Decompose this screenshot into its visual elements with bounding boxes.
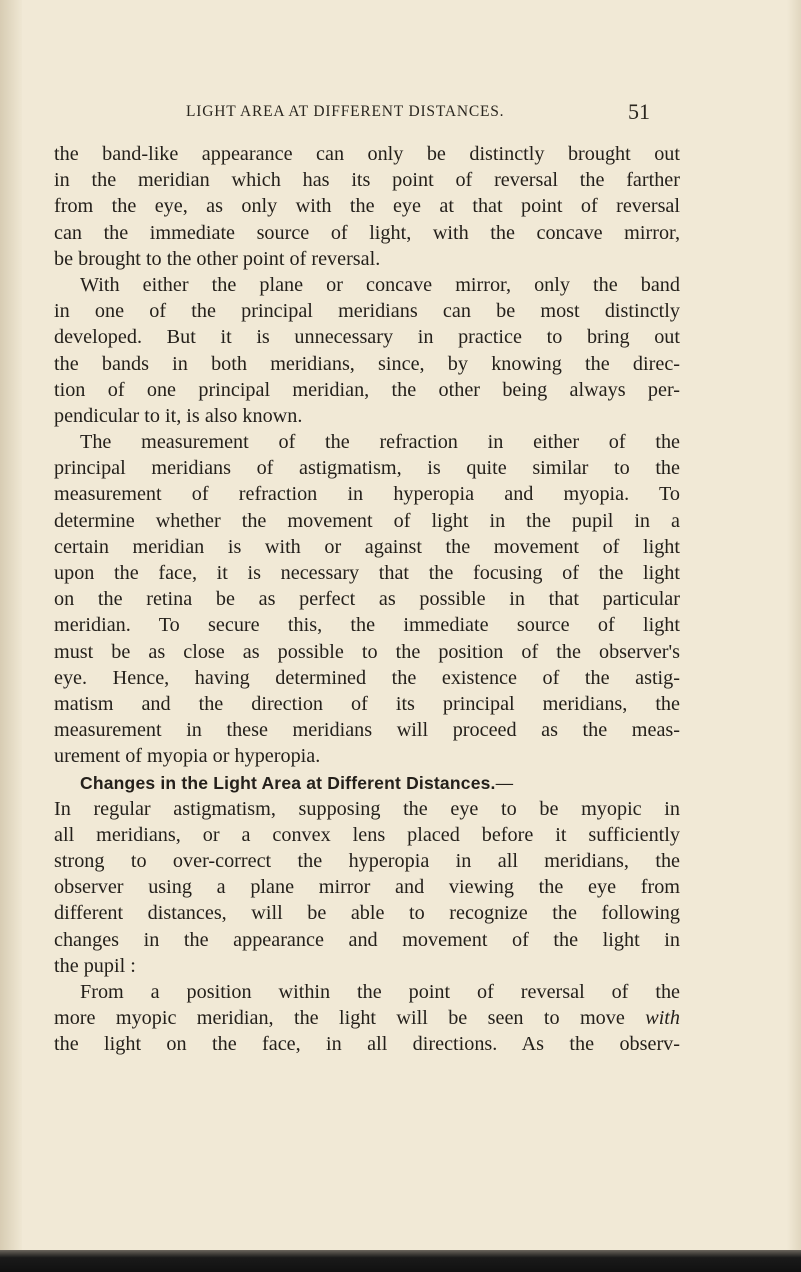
text-line: changes in the appearance and movement of the light in <box>54 928 680 951</box>
text-line: eye. Hence, having determined the existence of the astig- <box>54 666 680 689</box>
text-line: matism and the direction of its principal meridians, the <box>54 692 680 715</box>
text-line: the band-like appearance can only be distinctly brought out <box>54 143 680 165</box>
text-line-start: more myopic meridian, the light will be seen to move <box>54 1007 625 1030</box>
text-line: in one of the principal meridians can be most distinctly <box>54 300 680 323</box>
text-line: developed. But it is unnecessary in practice to bring out <box>54 326 680 349</box>
subheading-label: Changes in the Light Area at Different Distances. <box>80 772 496 793</box>
text-line: pendicular to it, is also known. <box>54 404 303 427</box>
text-line: measurement of refraction in hyperopia and myopia. To <box>54 483 680 506</box>
text-line: all meridians, or a convex lens placed before it sufficiently <box>54 823 680 846</box>
text-line: urement of myopia or hyperopia. <box>54 745 321 768</box>
text-line: strong to over-correct the hyperopia in all meridians, the <box>54 850 680 873</box>
text-line: be brought to the other point of reversal. <box>54 247 381 270</box>
text-line: certain meridian is with or against the movement of light <box>54 535 680 558</box>
text-line: In regular astigmatism, supposing the eye to be myopic in <box>54 797 680 820</box>
text-line: on the retina be as perfect as possible in that particular <box>54 588 680 611</box>
running-header: LIGHT AREA AT DIFFERENT DISTANCES. <box>186 103 505 120</box>
text-line: meridian. To secure this, the immediate source of light <box>54 614 680 637</box>
text-line: The measurement of the refraction in either of the <box>80 431 680 454</box>
section-subheading <box>54 770 680 796</box>
page-edge-shadow <box>787 0 801 1272</box>
page-gutter-shadow <box>0 0 22 1272</box>
text-line: different distances, will be able to recognize the following <box>54 902 680 925</box>
text-line: the light on the face, in all directions. As the observ- <box>54 1033 680 1056</box>
subheading-dash: — <box>495 772 514 793</box>
text-line <box>54 1005 680 1031</box>
body-text <box>54 141 680 1058</box>
text-line: the bands in both meridians, since, by knowing the direc- <box>54 352 680 375</box>
text-line: With either the plane or concave mirror, only the band <box>80 273 680 296</box>
text-line: upon the face, it is necessary that the focusing of the light <box>54 562 680 584</box>
emphasis-word: with <box>645 1007 681 1030</box>
text-line: principal meridians of astigmatism, is quite similar to the <box>54 457 680 480</box>
text-line: must be as close as possible to the position of the observer's <box>54 640 680 663</box>
page-number: 51 <box>628 99 650 124</box>
text-line: from the eye, as only with the eye at that point of reversal <box>54 195 680 218</box>
text-line: From a position within the point of reversal of the <box>80 981 680 1003</box>
text-line: can the immediate source of light, with the concave mirror, <box>54 221 680 244</box>
text-line: the pupil : <box>54 954 136 977</box>
text-line: tion of one principal meridian, the other being always per- <box>54 378 680 401</box>
text-line: in the meridian which has its point of reversal the farther <box>54 169 680 192</box>
text-line: determine whether the movement of light in the pupil in a <box>54 509 680 532</box>
scan-bottom-edge <box>0 1250 801 1272</box>
text-line: observer using a plane mirror and viewing the eye from <box>54 876 680 899</box>
text-line: measurement in these meridians will proceed as the meas- <box>54 719 680 742</box>
